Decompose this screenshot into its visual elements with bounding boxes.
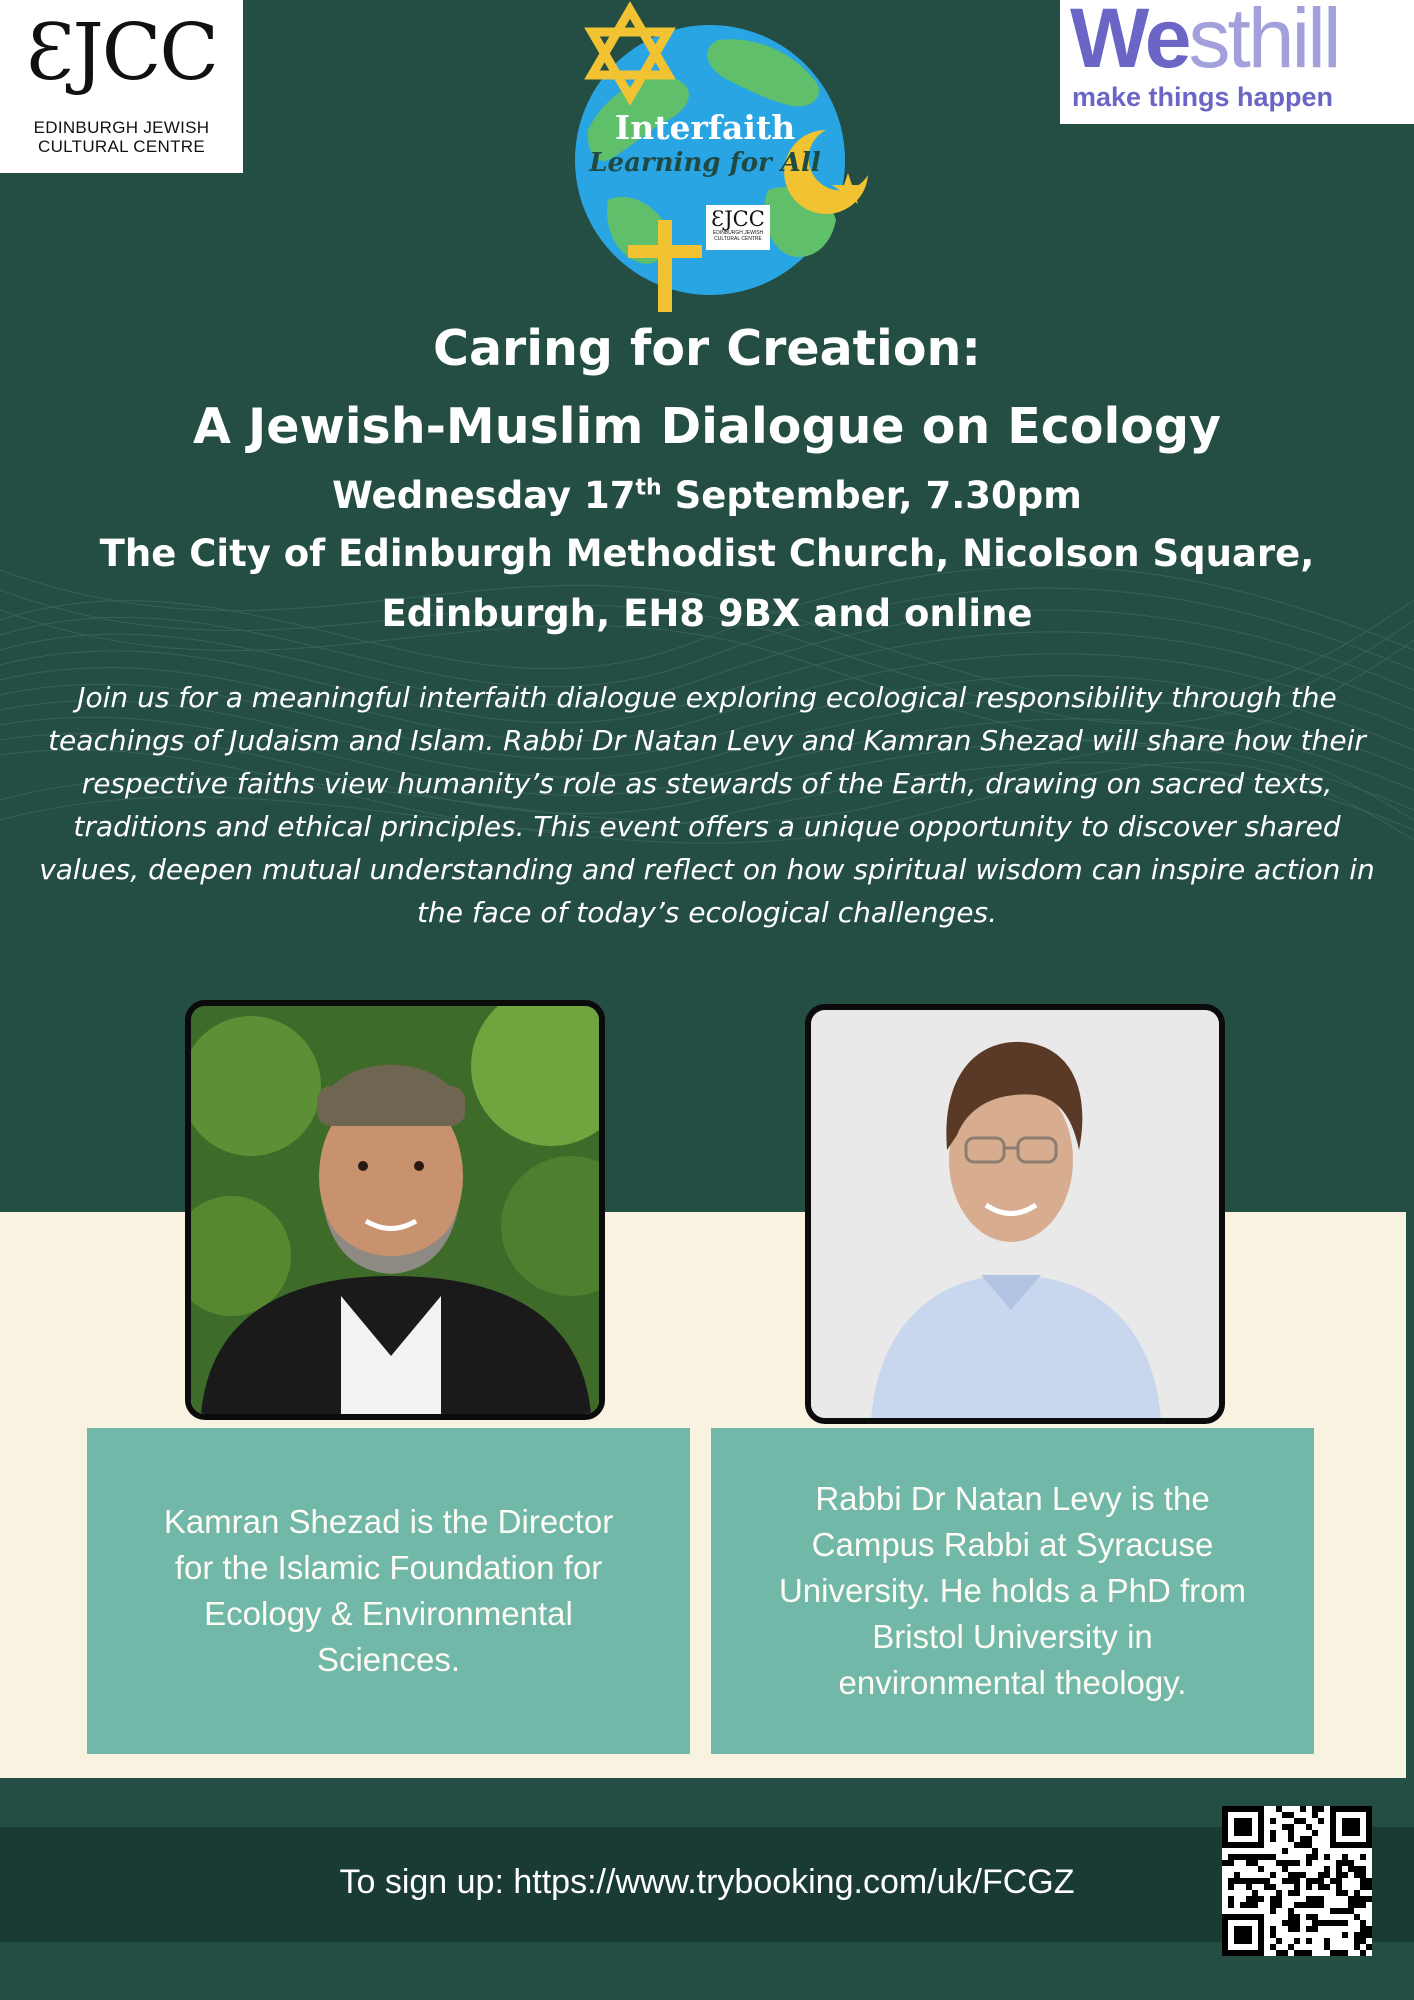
speaker-bio-kamran	[87, 1428, 690, 1754]
event-venue-line2: Edinburgh, EH8 9BX and online	[381, 592, 1033, 635]
ejcc-logo-line1: EDINBURGH JEWISH	[33, 118, 210, 137]
speaker-photo-kamran	[185, 1000, 605, 1420]
westhill-wordmark	[1070, 0, 1339, 85]
interfaith-title: Interfaith	[614, 108, 796, 147]
ejcc-logo-line2: CULTURAL CENTRE	[38, 137, 205, 156]
event-description: Join us for a meaningful interfaith dialogue exploring ecological responsibility through the teachings of Judaism and Islam. Rabbi Dr Natan Levy and Kamran Shezad will share how their respective faiths view humanity’s role as stewards of the Earth, drawing on sacred texts, traditions and ethical principles. This event offers a unique opportunity to discover shared values, deepen mutual understanding and reflect on how spiritual wisdom can inspire action in the face of today’s ecological challenges.	[39, 681, 1375, 929]
interfaith-subtitle: Learning for All	[589, 148, 821, 178]
qr-code[interactable]	[1222, 1806, 1372, 1956]
speaker-bio-natan	[711, 1428, 1314, 1754]
speaker-portrait-2	[811, 1010, 1219, 1418]
westhill-we: We	[1070, 0, 1189, 85]
westhill-logo	[1060, 0, 1414, 124]
event-venue-line1: The City of Edinburgh Methodist Church, Nicolson Square,	[99, 532, 1315, 575]
mini-ejcc-mark: ƐJCC	[711, 207, 765, 231]
westhill-tagline: make things happen	[1072, 82, 1334, 112]
ejcc-logo-mark: ƐJCC	[25, 8, 218, 98]
mini-ejcc-line1: EDINBURGH JEWISH	[712, 230, 764, 236]
westhill-rest: sthill	[1188, 0, 1339, 85]
speaker-photo-natan	[805, 1004, 1225, 1424]
mini-ejcc-logo	[706, 205, 770, 250]
mini-ejcc-line2: CULTURAL CENTRE	[714, 236, 762, 242]
event-date	[0, 474, 1414, 517]
ejcc-logo	[0, 0, 243, 173]
event-date-suffix: th	[635, 475, 662, 501]
event-title-line2: A Jewish-Muslim Dialogue on Ecology	[193, 398, 1221, 455]
speaker-bio-text-2: Rabbi Dr Natan Levy is the Campus Rabbi at Syracuse University. He holds a PhD from Bristol University in environmental theology.	[778, 1480, 1247, 1701]
signup-link[interactable]: To sign up: https://www.trybooking.com/uk/FCGZ	[339, 1863, 1075, 1901]
speaker-portrait-1	[191, 1006, 599, 1414]
event-date-day: Wednesday 17	[332, 474, 636, 517]
event-date-rest: September, 7.30pm	[661, 474, 1082, 517]
event-title-line1: Caring for Creation:	[433, 320, 981, 377]
speaker-bio-text-1: Kamran Shezad is the Director for the Islamic Foundation for Ecology & Environmental Sciences.	[163, 1503, 614, 1678]
ejcc-logo-text	[0, 118, 243, 156]
